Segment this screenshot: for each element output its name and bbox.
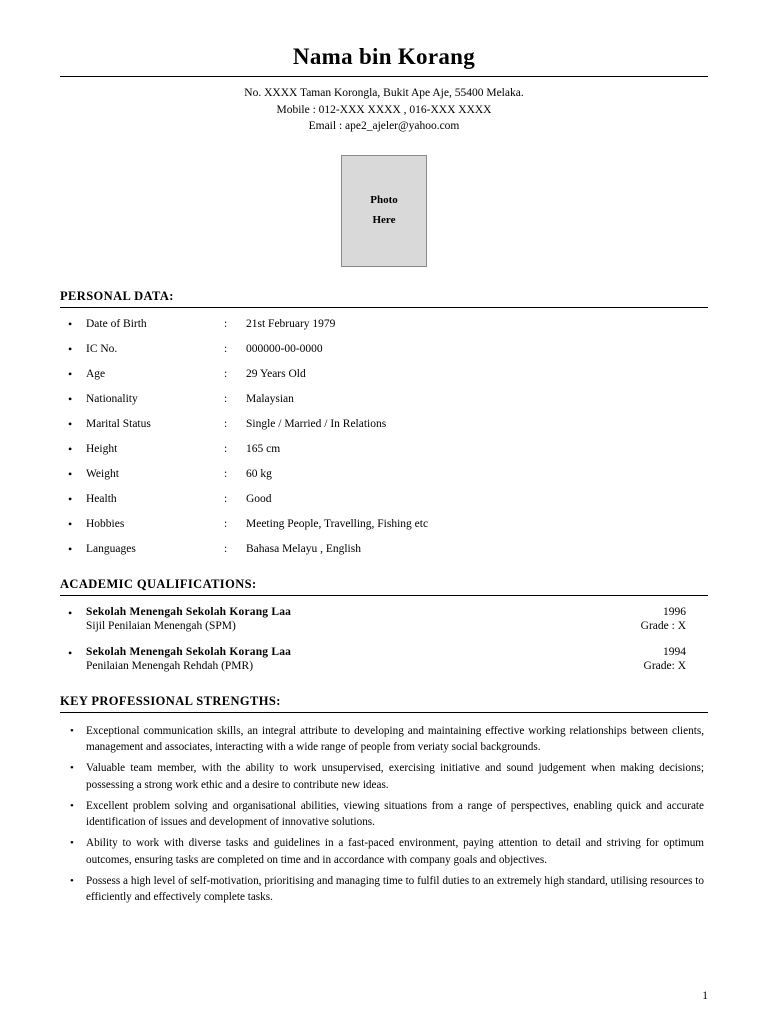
field-colon: : bbox=[224, 468, 228, 481]
bullet-icon: • bbox=[68, 646, 73, 661]
list-item bbox=[60, 493, 708, 505]
bullet-icon: • bbox=[70, 799, 74, 812]
list-item bbox=[60, 393, 708, 405]
list-item bbox=[60, 443, 708, 455]
field-label: Date of Birth bbox=[86, 318, 147, 331]
academic-school-name: Sekolah Menengah Sekolah Korang Laa bbox=[86, 646, 292, 659]
bullet-icon: • bbox=[70, 725, 74, 738]
field-colon: : bbox=[224, 418, 228, 431]
field-colon: : bbox=[224, 343, 228, 356]
academic-grade: Grade: X bbox=[643, 660, 686, 673]
academic-main-line bbox=[86, 646, 708, 658]
bullet-icon: • bbox=[68, 392, 73, 407]
bullet-icon: • bbox=[68, 542, 73, 557]
list-item bbox=[60, 318, 708, 330]
academic-year: 1996 bbox=[663, 606, 686, 619]
field-value: Meeting People, Travelling, Fishing etc bbox=[246, 518, 429, 531]
list-item bbox=[60, 343, 708, 355]
field-label: Languages bbox=[86, 543, 136, 556]
list-item bbox=[60, 543, 708, 555]
list-item bbox=[60, 468, 708, 480]
bullet-icon: • bbox=[68, 417, 73, 432]
bullet-icon: • bbox=[70, 874, 74, 887]
list-item bbox=[60, 760, 708, 792]
photo-placeholder-wrapper bbox=[60, 155, 708, 267]
contact-email: Email : ape2_ajeler@yahoo.com bbox=[308, 120, 460, 133]
field-label: Age bbox=[86, 368, 106, 381]
field-value: 21st February 1979 bbox=[246, 318, 336, 331]
bullet-icon: • bbox=[68, 492, 73, 507]
page-title: Nama bin Korang bbox=[292, 44, 476, 69]
field-colon: : bbox=[224, 543, 228, 556]
field-label: Weight bbox=[86, 468, 119, 481]
list-item bbox=[60, 518, 708, 530]
bullet-icon: • bbox=[68, 517, 73, 532]
field-colon: : bbox=[224, 368, 228, 381]
section-personal-data bbox=[60, 289, 708, 555]
field-value: 000000-00-0000 bbox=[246, 343, 323, 356]
bullet-icon: • bbox=[70, 837, 74, 850]
academic-school-name: Sekolah Menengah Sekolah Korang Laa bbox=[86, 606, 292, 619]
field-value: 60 kg bbox=[246, 468, 272, 481]
strengths-divider bbox=[60, 712, 708, 713]
list-item bbox=[60, 606, 708, 632]
field-label: Height bbox=[86, 443, 118, 456]
list-item bbox=[60, 723, 708, 755]
academic-divider bbox=[60, 595, 708, 596]
academic-grade: Grade : X bbox=[640, 620, 686, 633]
bullet-icon: • bbox=[68, 442, 73, 457]
list-item bbox=[60, 418, 708, 430]
academic-sub-line bbox=[86, 660, 708, 672]
field-colon: : bbox=[224, 318, 228, 331]
field-value: Malaysian bbox=[246, 393, 294, 406]
list-item bbox=[60, 368, 708, 380]
field-colon: : bbox=[224, 443, 228, 456]
field-label: Hobbies bbox=[86, 518, 125, 531]
section-academic-qualifications bbox=[60, 577, 708, 672]
bullet-icon: • bbox=[68, 467, 73, 482]
contact-address: No. XXXX Taman Korongla, Bukit Ape Aje, 55400 Melaka. bbox=[244, 87, 524, 99]
field-value: Good bbox=[246, 493, 272, 506]
academic-sub-line bbox=[86, 620, 708, 632]
strengths-list bbox=[60, 723, 708, 905]
field-colon: : bbox=[224, 393, 228, 406]
field-colon: : bbox=[224, 493, 228, 506]
strength-text: Ability to work with diverse tasks and guidelines in a fast-paced environment, paying attention to detail and striving for optimum outcomes, ensuring tasks are completed on time and in accordance with company goals and objectives. bbox=[86, 837, 704, 866]
strength-text: Valuable team member, with the ability to work unsupervised, exercising initiative and sound judgement when making decisions; possessing a strong work ethic and a desire to contribute new ideas. bbox=[86, 762, 704, 791]
academic-year: 1994 bbox=[663, 646, 686, 659]
academic-qualification: Penilaian Menengah Rehdah (PMR) bbox=[86, 660, 254, 673]
bullet-icon: • bbox=[68, 367, 73, 382]
personal-data-heading: PERSONAL DATA: bbox=[60, 289, 174, 304]
section-key-professional-strengths bbox=[60, 694, 708, 905]
bullet-icon: • bbox=[70, 762, 74, 775]
academic-main-line bbox=[86, 606, 708, 618]
field-value: Bahasa Melayu , English bbox=[246, 543, 361, 556]
list-item bbox=[60, 873, 708, 905]
bullet-icon: • bbox=[68, 317, 73, 332]
field-value: 165 cm bbox=[246, 443, 281, 456]
list-item bbox=[60, 798, 708, 830]
academic-qualification: Sijil Penilaian Menengah (SPM) bbox=[86, 620, 236, 633]
field-label: Marital Status bbox=[86, 418, 151, 431]
page-number: 1 bbox=[702, 990, 708, 1002]
strength-text: Exceptional communication skills, an integral attribute to developing and maintaining effective working relationships between clients, management and associates, interacting with a wide range of people from veriaty social backgrounds. bbox=[86, 725, 704, 754]
photo-placeholder bbox=[341, 155, 427, 267]
strength-text: Excellent problem solving and organisational abilities, viewing situations from a range of perspectives, enabling quick and accurate identification of issues and development of innovative solutions. bbox=[86, 799, 704, 829]
strength-text: Possess a high level of self-motivation, prioritising and managing time to fulfil duties to an extremely high standard, utilising resources to efficiently and effectively complete tasks. bbox=[86, 874, 704, 904]
academic-heading: ACADEMIC QUALIFICATIONS: bbox=[60, 577, 257, 592]
bullet-icon: • bbox=[68, 342, 73, 357]
personal-data-list bbox=[60, 318, 708, 555]
strengths-heading: KEY PROFESSIONAL STRENGTHS: bbox=[60, 694, 281, 709]
field-label: IC No. bbox=[86, 343, 118, 356]
field-value: Single / Married / In Relations bbox=[246, 418, 387, 431]
list-item bbox=[60, 646, 708, 672]
list-item bbox=[60, 835, 708, 867]
photo-label-line1: Photo bbox=[370, 194, 398, 207]
photo-label-line2: Here bbox=[372, 214, 396, 227]
field-label: Health bbox=[86, 493, 117, 506]
bullet-icon: • bbox=[68, 606, 73, 621]
field-label: Nationality bbox=[86, 393, 138, 406]
title-divider bbox=[60, 76, 708, 77]
field-colon: : bbox=[224, 518, 228, 531]
contact-mobile: Mobile : 012-XXX XXXX , 016-XXX XXXX bbox=[276, 103, 492, 116]
personal-data-divider bbox=[60, 307, 708, 308]
field-value: 29 Years Old bbox=[246, 368, 306, 381]
